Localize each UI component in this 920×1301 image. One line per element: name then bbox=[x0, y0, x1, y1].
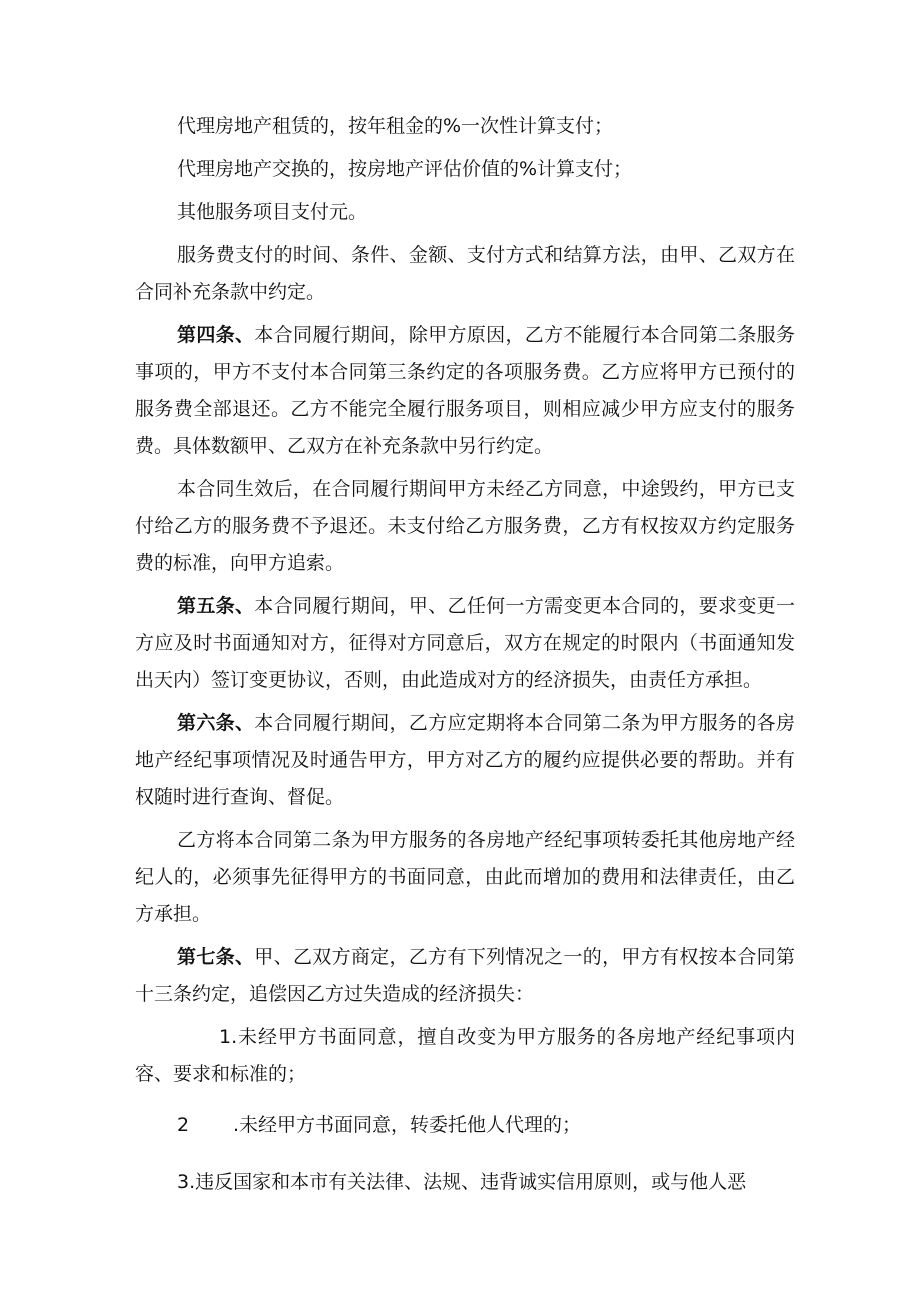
list-item-text: .未经甲方书面同意，转委托他人代理的； bbox=[233, 1114, 582, 1136]
list-item-number: 1 bbox=[219, 1026, 232, 1048]
paragraph bbox=[135, 237, 795, 311]
list-item bbox=[135, 1107, 795, 1144]
paragraph-text: 本合同履行期间，甲、乙任何一方需变更本合同的，要求变更一方应及时书面通知对方，征得对方同意后，双方在规定的时限内（书面通知发出天内）签订变更协议，否则，由此造成对方的经济损失，由责任方承担。 bbox=[135, 595, 795, 691]
paragraph-text: 代理房地产租赁的，按年租金的%一次性计算支付； bbox=[177, 115, 614, 137]
paragraph bbox=[135, 194, 795, 231]
list-item-number: 2 bbox=[177, 1114, 190, 1136]
document-body bbox=[135, 108, 795, 1207]
paragraph-article-4 bbox=[135, 317, 795, 465]
paragraph bbox=[135, 108, 795, 145]
paragraph-text: 甲、乙双方商定，乙方有下列情况之一的，甲方有权按本合同第十三条约定，追偿因乙方过失造成的经济损失： bbox=[135, 946, 795, 1005]
article-heading: 第五条、 bbox=[177, 595, 255, 617]
paragraph bbox=[135, 471, 795, 582]
paragraph-article-6 bbox=[135, 705, 795, 816]
paragraph-text: 本合同生效后，在合同履行期间甲方未经乙方同意，中途毁约，甲方已支付给乙方的服务费不予退还。未支付给乙方服务费，乙方有权按双方约定服务费的标准，向甲方追索。 bbox=[135, 478, 795, 574]
paragraph bbox=[135, 822, 795, 933]
article-heading: 第七条、 bbox=[177, 946, 255, 968]
paragraph-article-7 bbox=[135, 939, 795, 1013]
list-item-number: 3 bbox=[177, 1171, 190, 1193]
paragraph-article-5 bbox=[135, 588, 795, 699]
list-item bbox=[135, 1019, 795, 1093]
paragraph-text: 乙方将本合同第二条为甲方服务的各房地产经纪事项转委托其他房地产经纪人的，必须事先征得甲方的书面同意，由此而增加的费用和法律责任，由乙方承担。 bbox=[135, 829, 795, 925]
list-item-text: .未经甲方书面同意，擅自改变为甲方服务的各房地产经纪事项内容、要求和标准的； bbox=[135, 1026, 795, 1085]
paragraph-text: 服务费支付的时间、条件、金额、支付方式和结算方法，由甲、乙双方在合同补充条款中约定。 bbox=[135, 244, 795, 303]
paragraph-text: 代理房地产交换的，按房地产评估价值的%计算支付； bbox=[177, 158, 633, 180]
paragraph-text: 本合同履行期间，除甲方原因，乙方不能履行本合同第二条服务事项的，甲方不支付本合同第三条约定的各项服务费。乙方应将甲方已预付的服务费全部退还。乙方不能完全履行服务项目，则相应减少甲方应支付的服务费。具体数额甲、乙双方在补充条款中另行约定。 bbox=[135, 324, 795, 457]
paragraph bbox=[135, 151, 795, 188]
article-heading: 第六条、 bbox=[177, 712, 255, 734]
list-item-text: .违反国家和本市有关法律、法规、违背诚实信用原则，或与他人恶 bbox=[189, 1171, 747, 1193]
paragraph-text: 其他服务项目支付元。 bbox=[177, 201, 368, 223]
article-heading: 第四条、 bbox=[177, 324, 255, 346]
paragraph-text: 本合同履行期间，乙方应定期将本合同第二条为甲方服务的各房地产经纪事项情况及时通告甲方，甲方对乙方的履约应提供必要的帮助。并有权随时进行查询、督促。 bbox=[135, 712, 795, 808]
list-item bbox=[135, 1164, 795, 1201]
